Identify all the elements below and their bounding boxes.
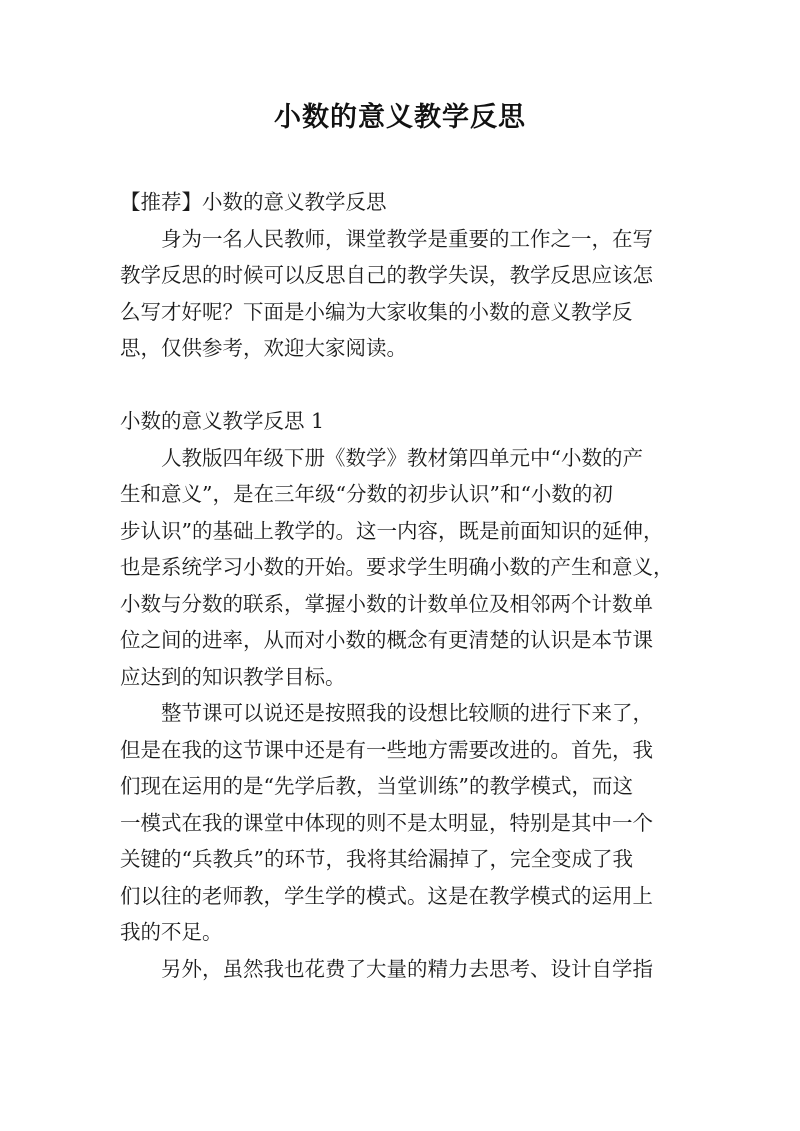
paragraph-line: 步认识”的基础上教学的。这一内容，既是前面知识的延伸， [120,518,664,543]
paragraph-line: 教学反思的时候可以反思自己的教学失误，教学反思应该怎 [120,263,653,287]
paragraph-line: 们现在运用的是“先学后教，当堂训练”的教学模式，而这 [120,774,633,798]
paragraph-line: 关键的“兵教兵”的环节，我将其给漏掉了，完全变成了我 [120,847,633,871]
paragraph-line: 思，仅供参考，欢迎大家阅读。 [120,336,407,360]
paragraph-line: 但是在我的这节课中还是有一些地方需要改进的。首先，我 [120,737,653,762]
paragraph-line: 位之间的进率，从而对小数的概念有更清楚的认识是本节课 [120,628,653,652]
paragraph-line: 人教版四年级下册《数学》教材第四单元中“小数的产 [161,445,643,470]
paragraph-line: 们以往的老师教，学生学的模式。这是在教学模式的运用上 [120,883,653,908]
paragraph-line: 一模式在我的课堂中体现的则不是太明显，特别是其中一个 [120,810,653,835]
paragraph-3 [120,951,686,988]
intro-paragraph [120,221,686,367]
paragraph-line: 生和意义”，是在三年级“分数的初步认识”和“小数的初 [120,482,613,506]
document-body [120,184,686,987]
document-title: 小数的意义教学反思 [274,102,526,133]
paragraph-line: 整节课可以说还是按照我的设想比较顺的进行下来了， [161,701,653,725]
blank-line [120,367,686,404]
paragraph-line: 另外，虽然我也花费了大量的精力去思考、设计自学指 [161,956,653,981]
paragraph-line: 应达到的知识教学目标。 [120,664,346,689]
paragraph-line: 么写才好呢？下面是小编为大家收集的小数的意义教学反 [120,299,633,324]
paragraph-1 [120,440,686,696]
section-heading: 小数的意义教学反思 1 [120,409,325,433]
recommend-line: 【推荐】小数的意义教学反思 [120,190,387,214]
paragraph-line: 我的不足。 [120,920,223,944]
paragraph-line: 也是系统学习小数的开始。要求学生明确小数的产生和意义， [120,555,674,579]
paragraph-line: 小数与分数的联系，掌握小数的计数单位及相邻两个计数单 [120,591,653,616]
paragraph-line: 身为一名人民教师，课堂教学是重要的工作之一，在写 [161,226,653,251]
paragraph-2 [120,695,686,951]
